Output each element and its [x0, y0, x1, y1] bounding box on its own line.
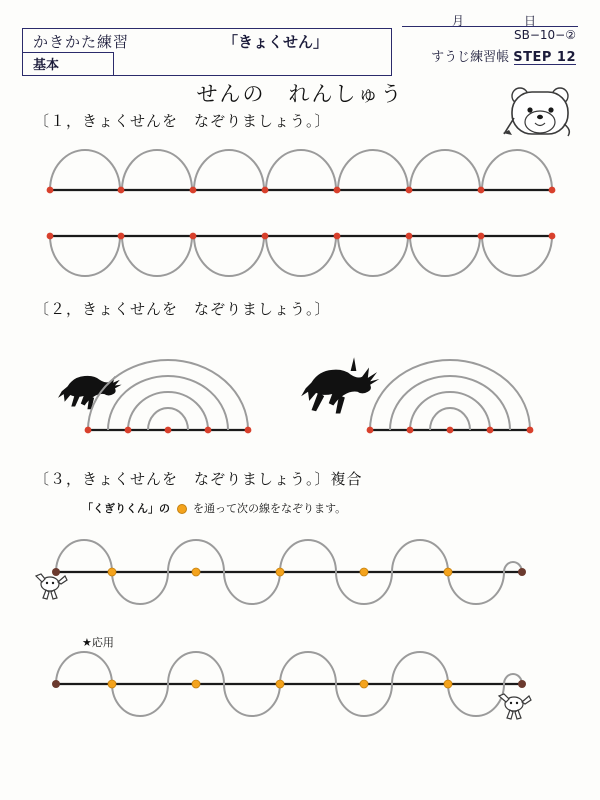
- exercise-3-row-2: [52, 652, 526, 716]
- header-box-vertical-divider: [113, 52, 114, 75]
- deer-silhouette-icon: [58, 376, 122, 409]
- section-heading-2: 〔２，きょくせんを なぞりましょう。〕: [34, 300, 331, 318]
- peg-character-icon: [36, 574, 67, 599]
- header-title: かきかた練習: [33, 33, 130, 51]
- step-label: STEP 12: [513, 50, 576, 65]
- kugirikun-note-suffix: を通って次の線をなぞります。: [193, 502, 347, 515]
- kugirikun-note: [82, 500, 346, 516]
- application-label: ★応用: [82, 636, 114, 649]
- exercise-1-row-2: [47, 233, 556, 276]
- header-title-box: [22, 28, 392, 76]
- section-heading-3: 〔３，きょくせんを なぞりましょう。〕複合: [34, 470, 363, 488]
- orange-dot-icon: [177, 504, 187, 514]
- worksheet-code: SB−10−②: [514, 28, 576, 42]
- date-underline: [402, 26, 578, 27]
- page-title: せんの れんしゅう: [196, 82, 404, 106]
- header-right-block: [388, 12, 578, 65]
- header-subtitle: 基本: [33, 58, 60, 73]
- exercise-1-row-1: [47, 150, 556, 193]
- book-label: すうじ練習帳: [431, 50, 510, 65]
- peg-character-icon: [499, 694, 531, 719]
- header-box-divider: [23, 52, 113, 53]
- step-underline: [514, 64, 576, 65]
- deer-silhouette-icon: [301, 357, 379, 413]
- section-heading-1: 〔１，きょくせんを なぞりましょう。〕: [34, 112, 331, 130]
- header-quoted-title: 「きょくせん」: [223, 33, 329, 51]
- step-row: [431, 46, 576, 65]
- worksheet-header: [22, 14, 578, 74]
- exercise-2-group-1: [85, 360, 252, 433]
- date-labels: 月 日: [451, 14, 560, 28]
- kugirikun-note-prefix: 「くぎりくん」の: [82, 502, 170, 515]
- exercise-3-row-1: [52, 540, 526, 604]
- exercise-2-group-2: [367, 360, 534, 433]
